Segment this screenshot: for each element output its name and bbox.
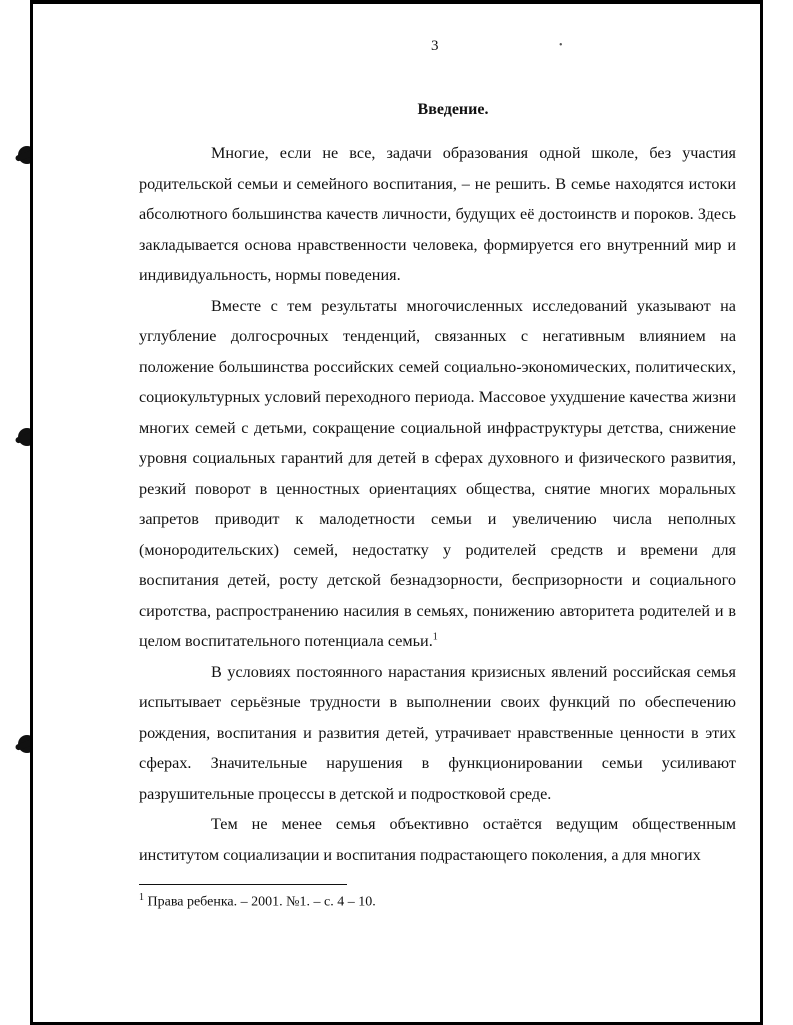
paragraph-4: Тем не менее семья объективно остаётся ведущим общественным институтом социализации и воспитания подрастающего поколения, а для многих [139,815,736,864]
page-number: 3 [431,38,439,54]
document-page [30,0,763,1025]
page-title: Введение. [417,101,489,118]
footnote-mark: 1 [139,892,144,903]
paragraph-2 [139,291,736,657]
paragraph-3: В условиях постоянного нарастания кризисных явлений российская семья испытывает серьёзные трудности в выполнении своих функций по обеспечению рождения, воспитания и развития детей, утрачивает нравственные ценности в этих сферах. Значительные нарушения в функционировании семьи усиливают разрушительные процессы в детской и подростковой среде. [139,662,736,803]
body-text [139,138,736,870]
paragraph-1: Многие, если не все, задачи образования одной школе, без участия родительской семьи и семейного воспитания, – не решить. В семье находятся истоки абсолютного большинства качеств личности, будущих её достоинств и пороков. Здесь закладывается основа нравственности человека, формируется его внутренний мир и индивидуальность, нормы поведения. [139,144,736,284]
paragraph-2-text: Вместе с тем результаты многочисленных исследований указывают на углубление долгосрочных тенденций, связанных с негативным влиянием на положение большинства российских семей социально-экономических, политических, социокультурных условий переходного периода. Массовое ухудшение качества жизни многих семей с детьми, сокращение социальной инфраструктуры детства, снижение уровня социальных гарантий для детей в сферах духовного и физического развития, резкий поворот в ценностных ориентациях общества, снятие многих моральных запретов приводит к малодетности семьи и увеличению числа неполных (монородительских) семей, недостатку у родителей средств и времени для воспитания детей, росту детской безнадзорности, беспризорности и социального сиротства, распространению насилия в семьях, понижению авторитета родителей и в целом воспитательного потенциала семьи. [139,296,736,650]
footnote-divider [139,884,347,885]
footnote-reference[interactable]: 1 [432,631,438,643]
footnote-text: Права ребенка. – 2001. №1. – с. 4 – 10. [147,894,376,910]
footnote [139,892,376,911]
scan-speck-icon: • [559,40,563,51]
